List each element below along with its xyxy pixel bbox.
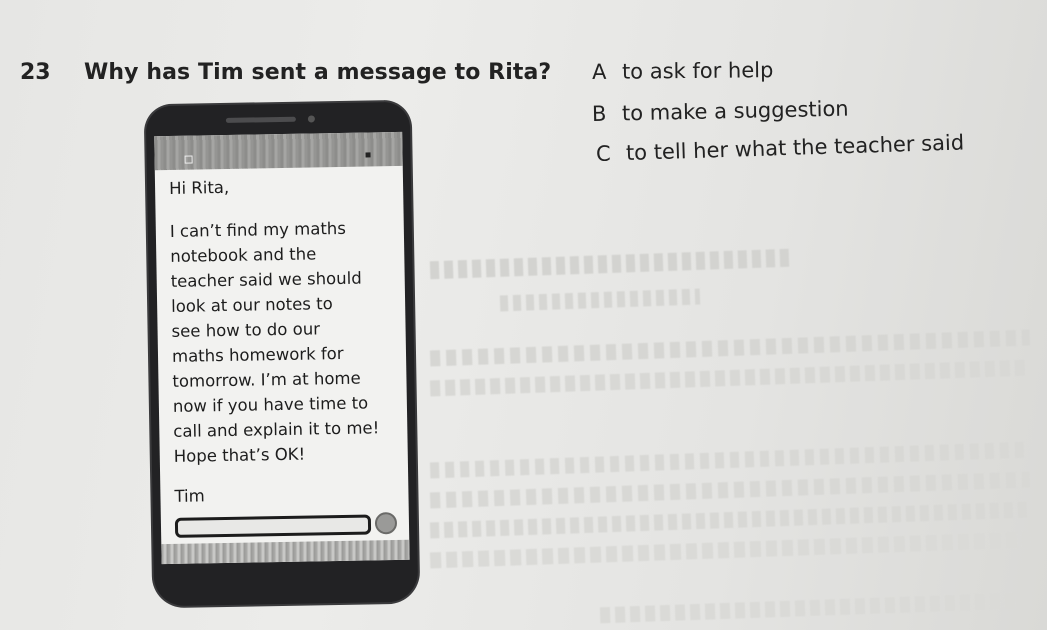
status-bar — [154, 132, 403, 170]
message-line: maths homework for — [171, 343, 344, 366]
phone-screen — [154, 132, 409, 564]
phone-illustration — [146, 102, 419, 607]
message-line: now if you have time to — [172, 393, 369, 416]
message-line: I can’t find my maths — [169, 218, 347, 241]
option-b[interactable] — [592, 97, 849, 126]
message-signature: Tim — [174, 486, 205, 506]
option-text: to make a suggestion — [621, 96, 849, 126]
message-greeting: Hi Rita, — [168, 177, 230, 198]
bleed-through-line — [600, 593, 1020, 624]
option-letter: A — [591, 59, 607, 84]
menu-icon — [365, 152, 370, 157]
reply-bar — [161, 514, 409, 542]
option-c[interactable] — [596, 130, 965, 166]
option-a[interactable] — [592, 58, 774, 84]
bleed-through-line — [430, 330, 1030, 367]
bleed-through-line — [430, 442, 1030, 479]
option-text: to ask for help — [621, 58, 774, 84]
keyboard-strip — [161, 540, 409, 564]
text-message — [169, 172, 403, 509]
back-icon — [185, 156, 193, 164]
option-text: to tell her what the teacher said — [625, 130, 965, 166]
message-line: notebook and the — [170, 244, 317, 266]
question-number: 23 — [20, 60, 51, 85]
message-line: see how to do our — [171, 319, 321, 341]
phone-chin — [154, 562, 419, 607]
bleed-through-line — [430, 532, 1030, 569]
message-line: Hope that’s OK! — [173, 444, 306, 466]
phone-speaker — [226, 117, 296, 123]
message-line: look at our notes to — [170, 294, 333, 316]
reply-input[interactable] — [175, 514, 371, 537]
message-line: teacher said we should — [170, 268, 362, 291]
bleed-through-line — [430, 502, 1030, 539]
bleed-through-line — [430, 472, 1030, 509]
bleed-through-line — [430, 249, 790, 280]
option-letter: B — [591, 101, 607, 126]
option-letter: C — [595, 141, 612, 166]
camera-icon — [308, 115, 315, 122]
bleed-through-line — [500, 289, 700, 312]
question-text: Why has Tim sent a message to Rita? — [84, 60, 552, 85]
send-button[interactable] — [375, 512, 397, 534]
message-line: tomorrow. I’m at home — [172, 368, 361, 391]
bleed-through-line — [430, 360, 1030, 397]
message-line: call and explain it to me! — [173, 418, 380, 441]
